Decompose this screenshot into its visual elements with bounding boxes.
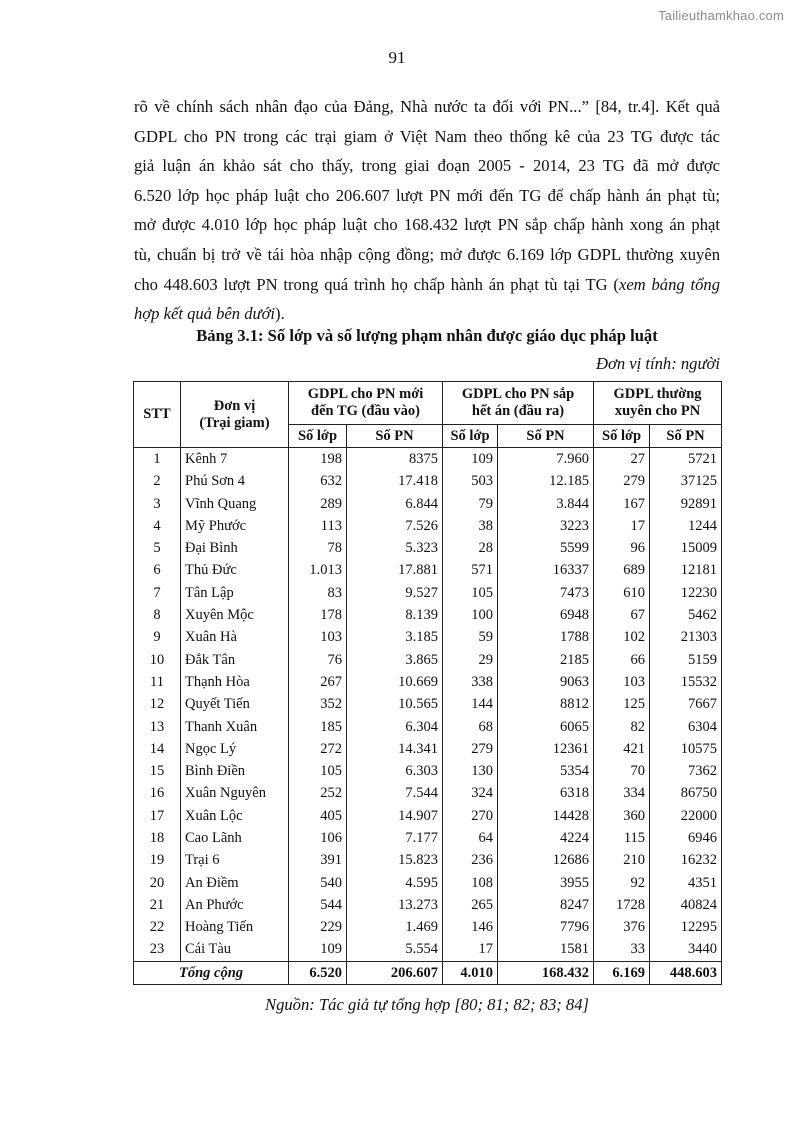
table-cell: 1	[134, 448, 181, 471]
paragraph-line: mở được 4.010 lớp học pháp luật cho 168.432 lượt PN sắp chấp hành xong án phạt	[134, 215, 720, 235]
table-cell: 9	[134, 627, 181, 649]
table-cell: 16232	[650, 850, 722, 872]
table-cell: 6065	[498, 716, 594, 738]
table-cell: 130	[443, 760, 498, 782]
paragraph-italic-ref: xem bảng tổng	[618, 274, 720, 294]
table-cell: 7473	[498, 582, 594, 604]
table-cell: Đắk Tân	[181, 649, 289, 671]
table-cell: 1788	[498, 627, 594, 649]
table-cell: 265	[443, 894, 498, 916]
table-cell: 7.526	[347, 515, 443, 537]
table-row	[134, 872, 722, 894]
paragraph-line: 6.520 lớp học pháp luật cho 206.607 lượt PN mới đến TG để chấp hành án phạt tù;	[134, 185, 720, 205]
paragraph-line: cho 448.603 lượt PN trong quá trình họ chấp hành án phạt tù tại TG (	[134, 274, 619, 294]
header-classes: Số lớp	[443, 425, 498, 448]
table-cell: 23	[134, 939, 181, 962]
table-cell: Xuân Lộc	[181, 805, 289, 827]
table-row	[134, 939, 722, 962]
table-cell: 252	[289, 783, 347, 805]
table-cell: 68	[443, 716, 498, 738]
header-group-release-line1: GDPL cho PN sắp	[461, 386, 575, 402]
table-cell: 5721	[650, 448, 722, 471]
table-cell: 289	[289, 493, 347, 515]
table-cell: 360	[594, 805, 650, 827]
table-cell: 59	[443, 627, 498, 649]
table-cell: 14428	[498, 805, 594, 827]
table-cell: 3440	[650, 939, 722, 962]
table-cell: 8812	[498, 694, 594, 716]
table-cell: 7.544	[347, 783, 443, 805]
table-cell: 19	[134, 850, 181, 872]
table-cell: 5.323	[347, 537, 443, 559]
table-cell: 100	[443, 604, 498, 626]
table-cell: 16337	[498, 560, 594, 582]
table-cell: 324	[443, 783, 498, 805]
table-cell: 270	[443, 805, 498, 827]
table-cell: 5599	[498, 537, 594, 559]
table-row	[134, 805, 722, 827]
table-cell: 14.341	[347, 738, 443, 760]
table-cell: 3.185	[347, 627, 443, 649]
header-group-release	[443, 382, 594, 425]
table-cell: 144	[443, 694, 498, 716]
page-number: 91	[388, 48, 406, 67]
table-cell: 6.844	[347, 493, 443, 515]
table-row	[134, 515, 722, 537]
table-cell: Vĩnh Quang	[181, 493, 289, 515]
table-cell: 37125	[650, 471, 722, 493]
table-cell: 6.303	[347, 760, 443, 782]
table-row	[134, 894, 722, 916]
table-cell: 66	[594, 649, 650, 671]
table-cell: 12.185	[498, 471, 594, 493]
table-cell: 210	[594, 850, 650, 872]
table-cell: 113	[289, 515, 347, 537]
table-cell: Thủ Đức	[181, 560, 289, 582]
table-cell: 15.823	[347, 850, 443, 872]
total-cell: 4.010	[443, 962, 498, 985]
table-row	[134, 448, 722, 471]
table-cell: 1.469	[347, 917, 443, 939]
table-cell: 22	[134, 917, 181, 939]
table-cell: 1728	[594, 894, 650, 916]
total-cell: 168.432	[498, 962, 594, 985]
table-cell: Hoàng Tiến	[181, 917, 289, 939]
table-cell: 540	[289, 872, 347, 894]
paragraph-line: GDPL cho PN trong các trại giam ở Việt Nam theo thống kê của 23 TG được tác	[134, 126, 720, 146]
table-cell: 67	[594, 604, 650, 626]
table-cell: 7796	[498, 917, 594, 939]
table-cell: 29	[443, 649, 498, 671]
table-cell: 78	[289, 537, 347, 559]
table-cell: Xuân Hà	[181, 627, 289, 649]
table-cell: 11	[134, 671, 181, 693]
table-cell: 70	[594, 760, 650, 782]
table-cell: 64	[443, 827, 498, 849]
table-cell: 2	[134, 471, 181, 493]
table-cell: 12230	[650, 582, 722, 604]
table-cell: 198	[289, 448, 347, 471]
table-cell: Xuân Nguyên	[181, 783, 289, 805]
table-cell: 13.273	[347, 894, 443, 916]
table-cell: 6946	[650, 827, 722, 849]
table-row	[134, 627, 722, 649]
table-cell: 9063	[498, 671, 594, 693]
table-cell: 178	[289, 604, 347, 626]
table-cell: Thạnh Hòa	[181, 671, 289, 693]
table-cell: Phú Sơn 4	[181, 471, 289, 493]
table-cell: 571	[443, 560, 498, 582]
table-cell: 229	[289, 917, 347, 939]
header-group-regular	[594, 382, 722, 425]
table-cell: 6304	[650, 716, 722, 738]
table-row	[134, 694, 722, 716]
table-cell: 544	[289, 894, 347, 916]
table-cell: 5462	[650, 604, 722, 626]
table-cell: 105	[443, 582, 498, 604]
table-cell: 7.177	[347, 827, 443, 849]
paragraph-last-line	[134, 299, 720, 329]
table-cell: 1.013	[289, 560, 347, 582]
table-cell: 102	[594, 627, 650, 649]
table-cell: 352	[289, 694, 347, 716]
table-cell: 146	[443, 917, 498, 939]
table-cell: 6948	[498, 604, 594, 626]
table-cell: 4224	[498, 827, 594, 849]
table-cell: 96	[594, 537, 650, 559]
table-cell: 108	[443, 872, 498, 894]
table-row	[134, 827, 722, 849]
table-cell: 125	[594, 694, 650, 716]
header-group-release-line2: hết án (đầu ra)	[471, 403, 565, 419]
header-group-regular-line2: xuyên cho PN	[614, 403, 701, 419]
table-cell: 279	[594, 471, 650, 493]
table-cell: 20	[134, 872, 181, 894]
table-cell: 610	[594, 582, 650, 604]
table-row	[134, 493, 722, 515]
paragraph-line-with-italic	[134, 270, 720, 300]
table-cell: 1581	[498, 939, 594, 962]
table-cell: 15	[134, 760, 181, 782]
table-cell: 103	[289, 627, 347, 649]
table-cell: 5354	[498, 760, 594, 782]
header-group-intake-line2: đến TG (đầu vào)	[311, 403, 420, 419]
table-body	[134, 448, 722, 985]
table-cell: An Điềm	[181, 872, 289, 894]
table-cell: 338	[443, 671, 498, 693]
total-cell: 448.603	[650, 962, 722, 985]
table-row	[134, 560, 722, 582]
table-row	[134, 582, 722, 604]
body-paragraph	[134, 92, 720, 329]
table-row	[134, 604, 722, 626]
table-cell: 8	[134, 604, 181, 626]
table-cell: 7.960	[498, 448, 594, 471]
table-cell: 3955	[498, 872, 594, 894]
table-cell: 5159	[650, 649, 722, 671]
table-cell: 7362	[650, 760, 722, 782]
table-cell: 82	[594, 716, 650, 738]
header-group-intake-line1: GDPL cho PN mới	[307, 386, 424, 402]
table-cell: 376	[594, 917, 650, 939]
total-label: Tổng cộng	[134, 962, 289, 985]
table-cell: 92	[594, 872, 650, 894]
header-inmates: Số PN	[650, 425, 722, 448]
paragraph-end: ).	[275, 304, 285, 324]
table-cell: 6	[134, 560, 181, 582]
table-cell: 21	[134, 894, 181, 916]
total-cell: 206.607	[347, 962, 443, 985]
table-cell: 334	[594, 783, 650, 805]
table-cell: 4351	[650, 872, 722, 894]
table-cell: 17	[134, 805, 181, 827]
table-cell: 167	[594, 493, 650, 515]
table-cell: 267	[289, 671, 347, 693]
table-cell: Quyết Tiến	[181, 694, 289, 716]
table-cell: 33	[594, 939, 650, 962]
table-row	[134, 917, 722, 939]
table-cell: 503	[443, 471, 498, 493]
table-cell: 14.907	[347, 805, 443, 827]
table-cell: 40824	[650, 894, 722, 916]
table-cell: 1244	[650, 515, 722, 537]
table-row	[134, 716, 722, 738]
table-cell: 6318	[498, 783, 594, 805]
total-row	[134, 962, 722, 985]
header-classes: Số lớp	[594, 425, 650, 448]
table-cell: 5.554	[347, 939, 443, 962]
table-cell: 13	[134, 716, 181, 738]
table-row	[134, 850, 722, 872]
table-cell: 4	[134, 515, 181, 537]
table-cell: 421	[594, 738, 650, 760]
table-cell: 7667	[650, 694, 722, 716]
table-cell: 15009	[650, 537, 722, 559]
total-cell: 6.169	[594, 962, 650, 985]
table-cell: 3223	[498, 515, 594, 537]
table-cell: 12295	[650, 917, 722, 939]
header-group-intake	[289, 382, 443, 425]
table-cell: 8247	[498, 894, 594, 916]
unit-note: Đơn vị tính: người	[595, 354, 720, 373]
table-cell: 16	[134, 783, 181, 805]
table-cell: 109	[443, 448, 498, 471]
header-unit	[181, 382, 289, 448]
table-cell: Đại Bình	[181, 537, 289, 559]
table-cell: 103	[594, 671, 650, 693]
table-cell: 8.139	[347, 604, 443, 626]
table-cell: 236	[443, 850, 498, 872]
table-cell: 12181	[650, 560, 722, 582]
table-cell: 632	[289, 471, 347, 493]
table-cell: 6.304	[347, 716, 443, 738]
table-cell: 21303	[650, 627, 722, 649]
watermark: Tailieuthamkhao.com	[658, 8, 784, 23]
table-cell: 86750	[650, 783, 722, 805]
table-cell: 14	[134, 738, 181, 760]
table-row	[134, 738, 722, 760]
table-cell: Cao Lãnh	[181, 827, 289, 849]
table-cell: 10	[134, 649, 181, 671]
table-cell: 106	[289, 827, 347, 849]
table-cell: Kênh 7	[181, 448, 289, 471]
table-cell: 83	[289, 582, 347, 604]
table-cell: 22000	[650, 805, 722, 827]
table-cell: 9.527	[347, 582, 443, 604]
table-cell: 185	[289, 716, 347, 738]
table-cell: 92891	[650, 493, 722, 515]
table-cell: Tân Lập	[181, 582, 289, 604]
table-cell: Mỹ Phước	[181, 515, 289, 537]
table-cell: 10.565	[347, 694, 443, 716]
table-cell: Cái Tàu	[181, 939, 289, 962]
table-cell: 689	[594, 560, 650, 582]
table-cell: 12	[134, 694, 181, 716]
header-group-regular-line1: GDPL thường	[613, 386, 702, 402]
table-cell: 17	[443, 939, 498, 962]
table-cell: Bình Điền	[181, 760, 289, 782]
table-row	[134, 649, 722, 671]
header-inmates: Số PN	[498, 425, 594, 448]
source-note: Nguồn: Tác giả tự tổng hợp [80; 81; 82; 83; 84]	[265, 995, 589, 1014]
paragraph-line: rõ về chính sách nhân đạo của Đảng, Nhà nước ta đối với PN...” [84, tr.4]. Kết quả	[134, 97, 720, 116]
inmate-education-table	[133, 381, 722, 985]
header-inmates: Số PN	[347, 425, 443, 448]
table-cell: Xuyên Mộc	[181, 604, 289, 626]
table-cell: 7	[134, 582, 181, 604]
table-cell: 391	[289, 850, 347, 872]
table-cell: 12361	[498, 738, 594, 760]
table-cell: An Phước	[181, 894, 289, 916]
table-cell: 3.865	[347, 649, 443, 671]
table-cell: 279	[443, 738, 498, 760]
table-cell: 4.595	[347, 872, 443, 894]
table-cell: 79	[443, 493, 498, 515]
table-cell: 15532	[650, 671, 722, 693]
table-row	[134, 760, 722, 782]
table-cell: 10575	[650, 738, 722, 760]
header-unit-line1: Đơn vị	[213, 397, 256, 414]
table-cell: Trại 6	[181, 850, 289, 872]
header-stt: STT	[134, 382, 181, 448]
table-cell: 105	[289, 760, 347, 782]
table-row	[134, 537, 722, 559]
table-row	[134, 671, 722, 693]
table-cell: 8375	[347, 448, 443, 471]
table-cell: 17.418	[347, 471, 443, 493]
table-cell: 17.881	[347, 560, 443, 582]
table-cell: 10.669	[347, 671, 443, 693]
table-row	[134, 471, 722, 493]
table-cell: 115	[594, 827, 650, 849]
table-cell: 272	[289, 738, 347, 760]
table-cell: 12686	[498, 850, 594, 872]
table-cell: Ngọc Lý	[181, 738, 289, 760]
table-caption: Bảng 3.1: Số lớp và số lượng phạm nhân được giáo dục pháp luật	[196, 326, 658, 345]
table-cell: 3.844	[498, 493, 594, 515]
table-row	[134, 783, 722, 805]
header-unit-line2: (Trại giam)	[199, 414, 270, 431]
table-cell: 17	[594, 515, 650, 537]
table-cell: 3	[134, 493, 181, 515]
table-cell: 38	[443, 515, 498, 537]
paragraph-line: tù, chuẩn bị trở về tái hòa nhập cộng đồng; mở được 6.169 lớp GDPL thường xuyên	[134, 244, 720, 264]
table-cell: 5	[134, 537, 181, 559]
table-cell: Thanh Xuân	[181, 716, 289, 738]
table-cell: 76	[289, 649, 347, 671]
table-cell: 18	[134, 827, 181, 849]
paragraph-italic-ref-cont: hợp kết quả bên dưới	[134, 304, 276, 324]
table-cell: 28	[443, 537, 498, 559]
header-classes: Số lớp	[289, 425, 347, 448]
table-cell: 109	[289, 939, 347, 962]
total-cell: 6.520	[289, 962, 347, 985]
paragraph-line: giả luận án khảo sát cho thấy, trong giai đoạn 2005 - 2014, 23 TG đã mở được	[134, 156, 720, 176]
table-cell: 2185	[498, 649, 594, 671]
table-cell: 27	[594, 448, 650, 471]
table-cell: 405	[289, 805, 347, 827]
